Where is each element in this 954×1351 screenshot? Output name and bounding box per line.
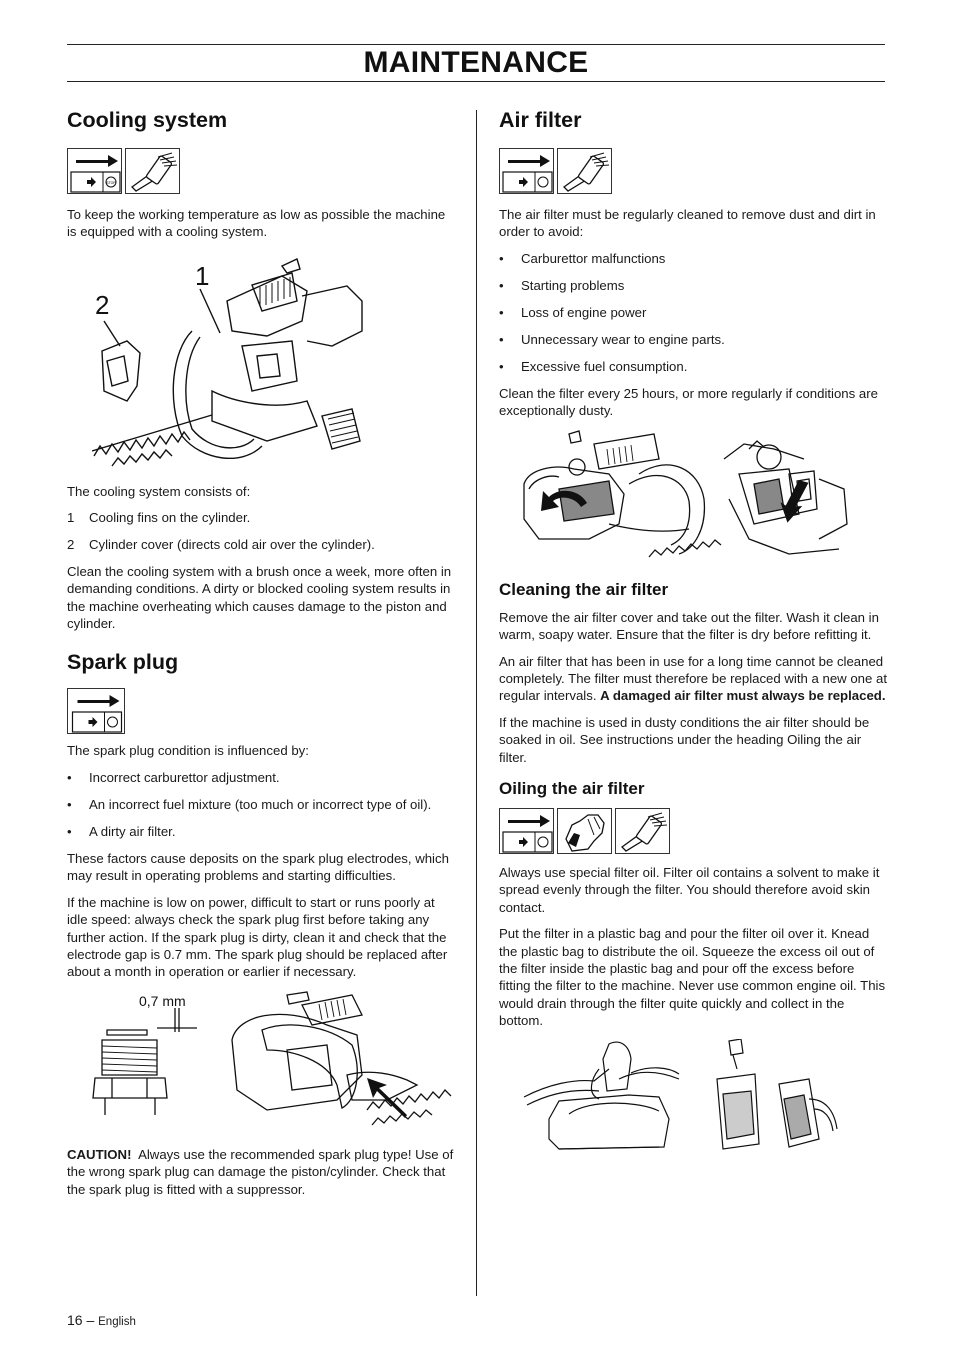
spark-para-2: If the machine is low on power, difficult to start or runs poorly at idle speed: always check the spark plug first before taking any further action. If the spark plug is dirty, clean it and check that the electrode gap is 0.7 mm. The spark plug should be replaced after about a month in operation or earlier if necessary. xyxy=(67,894,448,980)
list-item: • Excessive fuel consumption. xyxy=(499,358,688,374)
engine-stop-icon xyxy=(499,808,554,854)
spark-caution: CAUTION! Always use the recommended spark plug type! Use of the wrong spark plug can damage the piston/cylinder. Check that the spark plug is fitted with a suppressor. xyxy=(67,1146,454,1197)
air-problems-list xyxy=(499,250,887,375)
title-underline xyxy=(67,81,885,82)
column-divider xyxy=(476,110,477,1296)
list-item: 1 Cooling fins on the cylinder. xyxy=(67,510,251,526)
page-footer xyxy=(67,1312,136,1331)
cooling-icons xyxy=(67,148,455,194)
air-filter-icons xyxy=(499,148,887,194)
list-item: • An incorrect fuel mixture (too much or incorrect type of oil). xyxy=(67,797,432,813)
oiling-filter-illustration xyxy=(519,1039,859,1159)
cooling-consists: The cooling system consists of: xyxy=(67,483,251,499)
oiling-para-2: Put the filter in a plastic bag and pour the filter oil over it. Knead the plastic bag to distribute the oil. Squeeze the excess oil out of the filter inside the plastic bag and pour off the excess before fitting the filter to the machine. Never use common engine oil. This would drain through the filter quite quickly and collect in the bottom. xyxy=(499,926,886,1028)
figure-label-1: 1 xyxy=(195,260,210,291)
spark-plug-illustration xyxy=(87,990,467,1140)
list-item: • Loss of engine power xyxy=(499,304,647,320)
page-number: 16 – xyxy=(67,1312,95,1328)
right-column xyxy=(499,106,887,1159)
air-filter-illustration xyxy=(499,429,879,569)
list-item: 2 Cylinder cover (directs cold air over the cylinder). xyxy=(67,537,375,553)
air-intro: The air filter must be regularly cleaned to remove dust and dirt in order to avoid: xyxy=(499,207,876,240)
engine-stop-icon xyxy=(499,148,554,194)
engine-stop-icon xyxy=(67,688,125,734)
figure-label-2: 2 xyxy=(95,289,110,320)
list-item: • Incorrect carburettor adjustment. xyxy=(67,770,280,786)
brush-icon xyxy=(557,148,612,194)
list-item: • Unnecessary wear to engine parts. xyxy=(499,331,725,347)
air-clean-text: Clean the filter every 25 hours, or more regularly if conditions are exceptionally dusty. xyxy=(499,385,878,418)
list-item: • A dirty air filter. xyxy=(67,823,176,839)
cooling-clean-text: Clean the cooling system with a brush once a week, more often in demanding conditions. A dirty or blocked cooling system results in the machine overheating which causes damage to the piston and cylinder. xyxy=(67,564,452,632)
spark-para-1: These factors cause deposits on the spark plug electrodes, which may result in operating problems and starting difficulties. xyxy=(67,850,449,884)
stop-text: STOP xyxy=(106,181,116,185)
cleaning-para-3: If the machine is used in dusty conditions the air filter should be soaked in oil. See instructions under the heading Oiling the air filter. xyxy=(499,715,870,765)
list-item: • Starting problems xyxy=(499,277,625,293)
cleaning-heading: Cleaning the air filter xyxy=(499,579,669,599)
oiling-heading: Oiling the air filter xyxy=(499,779,645,799)
footer-language: English xyxy=(98,1316,136,1328)
cleaning-para-2: An air filter that has been in use for a long time cannot be cleaned completely. The filter must therefore be replaced with a new one at regular intervals. A damaged air filter must always be replaced. xyxy=(499,653,888,704)
protective-glove-icon xyxy=(557,808,612,854)
cooling-parts-list xyxy=(67,509,455,553)
list-item: • Carburettor malfunctions xyxy=(499,251,666,267)
spark-causes-list xyxy=(67,769,455,840)
spark-plug-icons xyxy=(67,688,455,734)
left-column xyxy=(67,106,455,1207)
page-title: MAINTENANCE xyxy=(363,46,589,79)
gap-label: 0,7 mm xyxy=(139,992,186,1009)
brush-icon xyxy=(615,808,670,854)
cooling-intro: To keep the working temperature as low as possible the machine is equipped with a cooling system. xyxy=(67,207,446,240)
cooling-heading: Cooling system xyxy=(67,108,228,132)
oiling-icons xyxy=(499,808,887,854)
spark-plug-heading: Spark plug xyxy=(67,650,179,675)
brush-icon xyxy=(125,148,180,194)
cooling-system-illustration xyxy=(92,251,392,473)
engine-stop-icon xyxy=(67,148,122,194)
oiling-para-1: Always use special filter oil. Filter oil contains a solvent to make it spread evenly through the filter. You should therefore avoid skin contact. xyxy=(499,865,880,915)
cleaning-para-1: Remove the air filter cover and take out the filter. Wash it clean in warm, soapy water. Ensure that the filter is dry before refitting it. xyxy=(499,609,879,642)
caution-label: CAUTION! xyxy=(67,1146,132,1162)
air-filter-heading: Air filter xyxy=(499,108,582,132)
spark-intro: The spark plug condition is influenced by: xyxy=(67,743,309,759)
